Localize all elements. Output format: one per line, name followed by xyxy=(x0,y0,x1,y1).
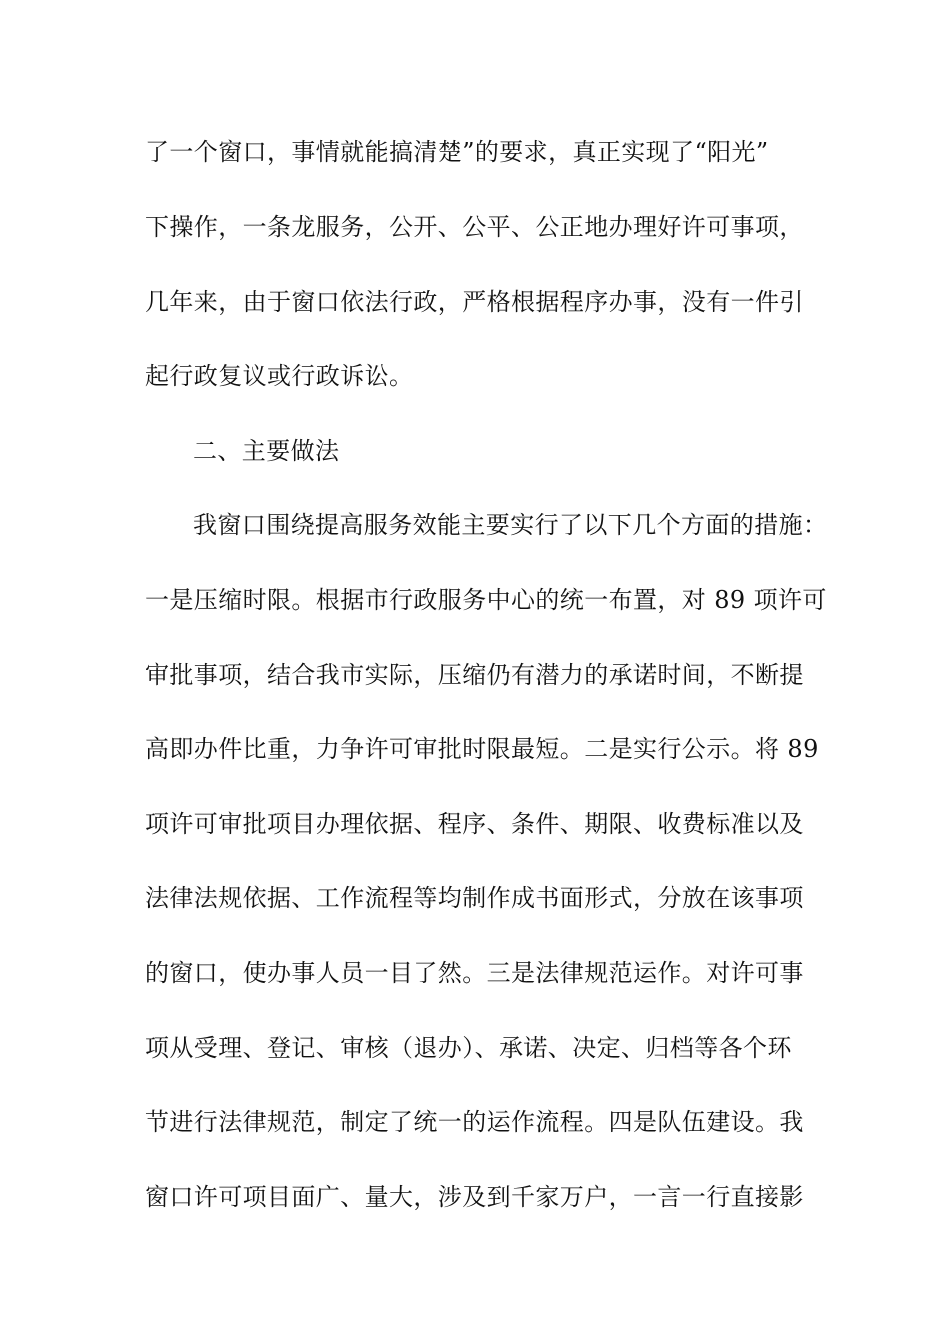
section-heading: 二、主要做法 xyxy=(193,437,340,465)
text-line-3: 几年来，由于窗口依法行政，严格根据程序办事，没有一件引 xyxy=(145,288,804,316)
text-line-15: 窗口许可项目面广、量大，涉及到千家万户，一言一行直接影 xyxy=(145,1183,804,1211)
text-line-12: 的窗口，使办事人员一目了然。三是法律规范运作。对许可事 xyxy=(145,959,804,987)
text-line-4: 起行政复议或行政诉讼。 xyxy=(145,362,414,390)
text-line-14: 节进行法律规范，制定了统一的运作流程。四是队伍建设。我 xyxy=(145,1108,804,1136)
text-line-1: 了一个窗口，事情就能搞清楚”的要求，真正实现了“阳光” xyxy=(145,138,769,166)
text-line-8: 审批事项，结合我市实际，压缩仍有潜力的承诺时间，不断提 xyxy=(145,661,804,689)
text-line-6: 我窗口围绕提高服务效能主要实行了以下几个方面的措施： xyxy=(193,511,828,539)
text-line-2: 下操作，一条龙服务，公开、公平、公正地办理好许可事项， xyxy=(145,213,804,241)
text-line-7: 一是压缩时限。根据市行政服务中心的统一布置，对 89 项许可 xyxy=(145,586,827,614)
text-line-11: 法律法规依据、工作流程等均制作成书面形式，分放在该事项 xyxy=(145,884,804,912)
text-line-13: 项从受理、登记、审核（退办）、承诺、决定、归档等各个环 xyxy=(145,1034,792,1062)
text-line-10: 项许可审批项目办理依据、程序、条件、期限、收费标准以及 xyxy=(145,810,804,838)
text-line-9: 高即办件比重，力争许可审批时限最短。二是实行公示。将 89 xyxy=(145,735,819,763)
